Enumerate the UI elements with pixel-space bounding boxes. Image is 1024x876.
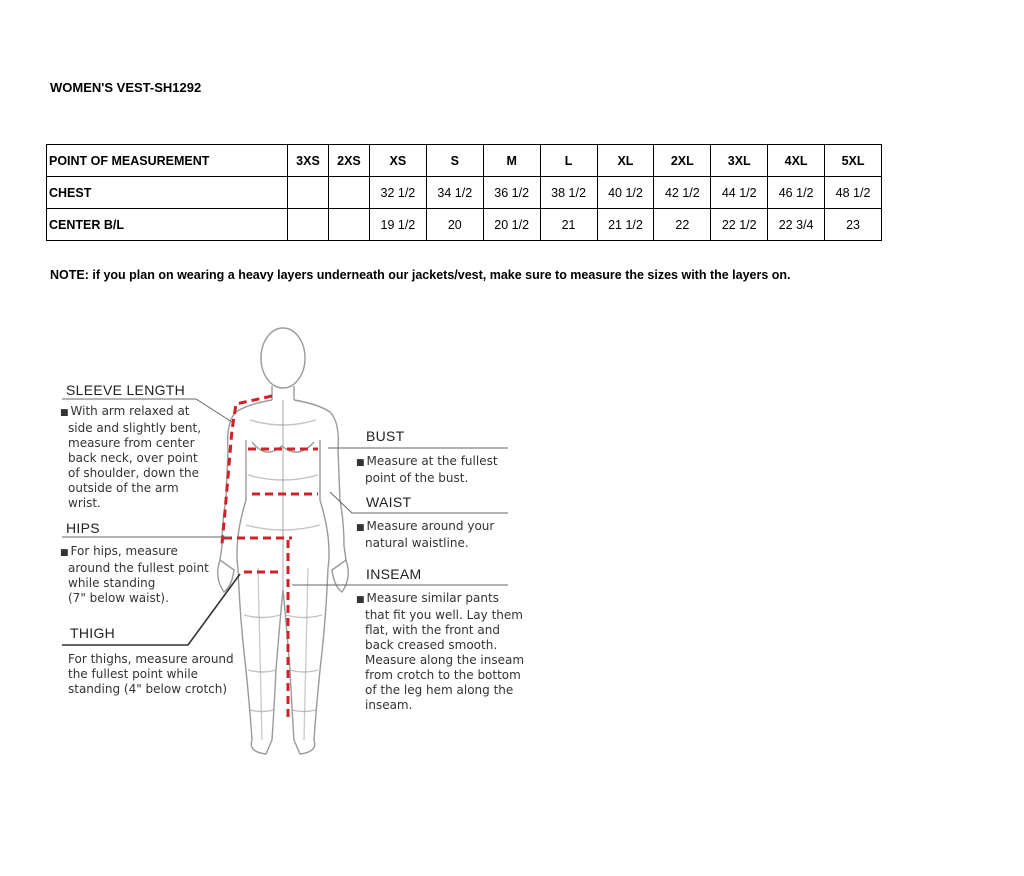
size-header: 2XS (328, 145, 369, 177)
inseam-heading: INSEAM (366, 566, 422, 582)
size-cell: 21 1/2 (597, 209, 654, 241)
size-cell: 22 3/4 (768, 209, 825, 241)
sleeve-length-line (222, 396, 272, 544)
measurement-guide (0, 300, 1024, 780)
size-cell: 42 1/2 (654, 177, 711, 209)
size-header: XS (369, 145, 426, 177)
waist-heading: WAIST (366, 494, 412, 510)
size-header: M (483, 145, 540, 177)
size-cell: 48 1/2 (825, 177, 882, 209)
size-header: XL (597, 145, 654, 177)
size-header: 4XL (768, 145, 825, 177)
chest-row (47, 177, 882, 209)
sleeve-length-description: ■ With arm relaxed at side and slightly bent, measure from center back neck, over point of shoulder, down the outside of the arm wrist. (60, 404, 202, 510)
size-header: L (540, 145, 597, 177)
size-cell: 19 1/2 (369, 209, 426, 241)
layering-note: NOTE: if you plan on wearing a heavy layers underneath our jackets/vest, make sure to measure the sizes with the layers on. (50, 268, 791, 282)
size-header: S (426, 145, 483, 177)
size-header: 3XL (711, 145, 768, 177)
size-chart-table (46, 144, 882, 241)
hips-description: ■ For hips, measure around the fullest point while standing (7" below waist). (60, 544, 209, 605)
document-title: WOMEN'S VEST-SH1292 (50, 80, 202, 95)
sleeve-length-heading: SLEEVE LENGTH (66, 382, 186, 398)
hips-heading: HIPS (66, 520, 100, 536)
bust-heading: BUST (366, 428, 405, 444)
size-cell: 23 (825, 209, 882, 241)
size-cell: 22 (654, 209, 711, 241)
size-cell (288, 177, 329, 209)
size-header: 2XL (654, 145, 711, 177)
size-header: 3XS (288, 145, 329, 177)
row-label: CENTER B/L (47, 209, 288, 241)
center-back-length-row (47, 209, 882, 241)
size-cell: 32 1/2 (369, 177, 426, 209)
size-cell: 36 1/2 (483, 177, 540, 209)
size-cell: 46 1/2 (768, 177, 825, 209)
size-cell (328, 209, 369, 241)
size-cell: 40 1/2 (597, 177, 654, 209)
size-cell: 20 (426, 209, 483, 241)
size-cell: 21 (540, 209, 597, 241)
size-cell: 22 1/2 (711, 209, 768, 241)
size-header-row (47, 145, 882, 177)
bust-description: ■ Measure at the fullest point of the bust. (356, 454, 498, 485)
size-cell (288, 209, 329, 241)
body-outline (218, 328, 349, 754)
size-cell: 44 1/2 (711, 177, 768, 209)
size-cell: 38 1/2 (540, 177, 597, 209)
row-label: CHEST (47, 177, 288, 209)
size-cell: 20 1/2 (483, 209, 540, 241)
size-cell (328, 177, 369, 209)
point-of-measurement-header: POINT OF MEASUREMENT (47, 145, 288, 177)
size-cell: 34 1/2 (426, 177, 483, 209)
thigh-heading: THIGH (70, 625, 116, 641)
waist-description: ■ Measure around your natural waistline. (356, 519, 495, 550)
thigh-description: For thighs, measure around the fullest point while standing (4" below crotch) (68, 652, 234, 696)
size-header: 5XL (825, 145, 882, 177)
inseam-description: ■ Measure similar pants that fit you well. Lay them flat, with the front and back creased smooth. Measure along the inseam from crotch to the bottom of the leg hem along the inseam. (356, 591, 525, 712)
